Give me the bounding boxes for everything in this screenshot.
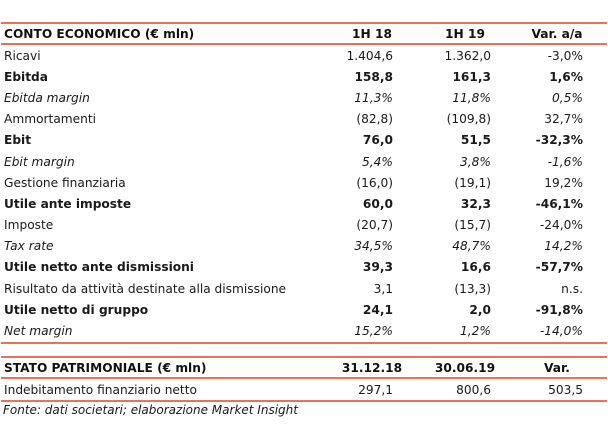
row-label: Utile netto ante dismissioni bbox=[4, 260, 194, 275]
table-row bbox=[1, 320, 607, 342]
row-value: 14,2% bbox=[544, 239, 583, 254]
row-value: 24,1 bbox=[362, 302, 393, 317]
row-label: Ebitda margin bbox=[4, 90, 90, 105]
row-value: (19,1) bbox=[454, 175, 491, 190]
source-note: Fonte: dati societari; elaborazione Market Insight bbox=[3, 403, 298, 417]
row-label: Risultato da attività destinate alla dismissione bbox=[4, 281, 287, 296]
row-value: -24,0% bbox=[539, 218, 583, 233]
row-value: -14,0% bbox=[507, 320, 607, 342]
row-value: -91,8% bbox=[535, 302, 583, 317]
row-value: -1,6% bbox=[547, 154, 583, 169]
balance-sheet-header bbox=[1, 357, 607, 378]
header-31-12-18: 31.12.18 bbox=[321, 357, 423, 378]
header-var-aa: Var. a/a bbox=[507, 23, 607, 44]
row-value: 503,5 bbox=[507, 378, 607, 401]
header-label: CONTO ECONOMICO (€ mln) bbox=[1, 23, 321, 44]
income-statement-table bbox=[1, 22, 607, 344]
row-value: 3,8% bbox=[460, 154, 491, 169]
row-value: 1.362,0 bbox=[444, 48, 491, 63]
table-row bbox=[1, 87, 607, 108]
row-value: 158,8 bbox=[354, 69, 393, 84]
row-label: Tax rate bbox=[4, 239, 54, 254]
row-value: -3,0% bbox=[547, 48, 583, 63]
row-value: (82,8) bbox=[356, 112, 393, 127]
row-label: Ebit margin bbox=[4, 154, 75, 169]
row-value: 0,5% bbox=[552, 90, 583, 105]
row-value: 297,1 bbox=[321, 378, 423, 401]
row-value: 5,4% bbox=[362, 154, 393, 169]
table-row bbox=[1, 257, 607, 278]
row-value: 2,0 bbox=[469, 302, 491, 317]
balance-sheet-table bbox=[1, 356, 607, 402]
row-value: 76,0 bbox=[362, 133, 393, 148]
row-value: 32,3 bbox=[460, 196, 491, 211]
row-value: 800,6 bbox=[423, 378, 507, 401]
row-value: 48,7% bbox=[452, 239, 491, 254]
header-1h19: 1H 19 bbox=[423, 23, 507, 44]
row-label: Utile ante imposte bbox=[4, 196, 132, 211]
income-statement-header bbox=[1, 23, 607, 44]
row-label: Ebit bbox=[4, 133, 32, 148]
table-row bbox=[1, 130, 607, 151]
row-value: 15,2% bbox=[321, 320, 423, 342]
row-value: 161,3 bbox=[452, 69, 491, 84]
row-value: n.s. bbox=[561, 281, 583, 296]
row-value: 1,6% bbox=[549, 69, 583, 84]
row-label: Utile netto di gruppo bbox=[4, 302, 149, 317]
row-value: 11,3% bbox=[354, 90, 393, 105]
header-label: STATO PATRIMONIALE (€ mln) bbox=[1, 357, 321, 378]
row-value: 1,2% bbox=[423, 320, 507, 342]
table-row bbox=[1, 299, 607, 320]
table-row bbox=[1, 193, 607, 214]
header-1h18: 1H 18 bbox=[321, 23, 423, 44]
table-row bbox=[1, 151, 607, 172]
row-value: (20,7) bbox=[356, 218, 393, 233]
row-value: 1.404,6 bbox=[346, 48, 393, 63]
row-label: Ammortamenti bbox=[4, 112, 97, 127]
row-value: 34,5% bbox=[354, 239, 393, 254]
table-row bbox=[1, 236, 607, 257]
row-label: Indebitamento finanziario netto bbox=[1, 378, 321, 401]
row-value: -46,1% bbox=[535, 196, 583, 211]
row-value: 51,5 bbox=[460, 133, 491, 148]
table-row bbox=[1, 66, 607, 87]
table-row bbox=[1, 378, 607, 401]
row-value: 11,8% bbox=[452, 90, 491, 105]
table-row bbox=[1, 44, 607, 66]
row-label: Ricavi bbox=[4, 48, 41, 63]
income-statement-body bbox=[1, 44, 607, 343]
row-value: 3,1 bbox=[373, 281, 393, 296]
header-var: Var. bbox=[507, 357, 607, 378]
table-row bbox=[1, 172, 607, 193]
row-value: 16,6 bbox=[460, 260, 491, 275]
row-value: 60,0 bbox=[362, 196, 393, 211]
header-30-06-19: 30.06.19 bbox=[423, 357, 507, 378]
row-value: 39,3 bbox=[362, 260, 393, 275]
row-value: -57,7% bbox=[535, 260, 583, 275]
balance-sheet-body bbox=[1, 378, 607, 401]
row-label: Gestione finanziaria bbox=[4, 175, 126, 190]
row-value: (15,7) bbox=[454, 218, 491, 233]
table-row bbox=[1, 215, 607, 236]
row-label: Net margin bbox=[1, 320, 321, 342]
row-label: Imposte bbox=[4, 218, 54, 233]
row-value: 32,7% bbox=[544, 112, 583, 127]
table-row bbox=[1, 109, 607, 130]
row-value: (109,8) bbox=[446, 112, 491, 127]
row-value: (16,0) bbox=[356, 175, 393, 190]
row-value: -32,3% bbox=[535, 133, 583, 148]
table-row bbox=[1, 278, 607, 299]
row-label: Ebitda bbox=[4, 69, 49, 84]
row-value: 19,2% bbox=[544, 175, 583, 190]
row-value: (13,3) bbox=[454, 281, 491, 296]
